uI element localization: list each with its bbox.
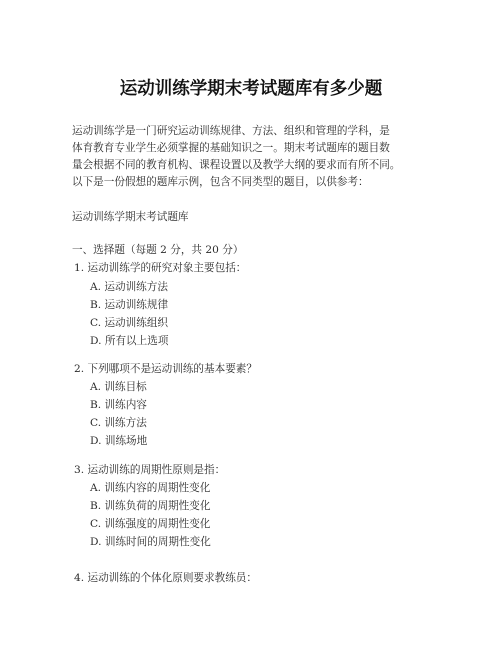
question-2-option-c: C. 训练方法 [90,417,147,429]
question-2-option-a: A. 训练目标 [90,381,147,393]
document-title: 运动训练学期末考试题库有多少题 [119,79,383,99]
question-3-option-c: C. 训练强度的周期性变化 [90,518,211,530]
question-1-option-a: A. 运动训练方法 [90,281,168,293]
question-3-option-b: B. 训练负荷的周期性变化 [90,500,211,512]
question-3-option-a: A. 训练内容的周期性变化 [90,482,211,494]
question-1-stem: 1. 运动训练学的研究对象主要包括： [74,262,247,274]
question-1-option-c: C. 运动训练组织 [90,317,169,329]
question-3-option-d: D. 训练时间的周期性变化 [90,536,211,548]
intro-line-3: 量会根据不同的教育机构、课程设置以及教学大纲的要求而有所不同。 [72,159,401,171]
question-1-option-d: D. 所有以上选项 [90,335,169,347]
question-1-option-b: B. 运动训练规律 [90,299,169,311]
intro-line-1: 运动训练学是一门研究运动训练规律、方法、组织和管理的学科，是 [72,125,390,137]
intro-line-2: 体育教育专业学生必须掌握的基础知识之一。期末考试题库的题目数 [72,142,390,154]
question-2-option-d: D. 训练场地 [90,435,148,447]
question-3-stem: 3. 运动训练的周期性原则是指： [74,464,226,476]
question-4-stem: 4. 运动训练的个体化原则要求教练员： [74,572,257,584]
question-2-stem: 2. 下列哪项不是运动训练的基本要素？ [74,363,257,375]
intro-line-4: 以下是一份假想的题库示例，包含不同类型的题目，以供参考： [72,176,369,188]
bank-title: 运动训练学期末考试题库 [72,211,189,223]
section-heading: 一、选择题（每题 2 分，共 20 分） [72,244,244,256]
question-2-option-b: B. 训练内容 [90,399,147,411]
